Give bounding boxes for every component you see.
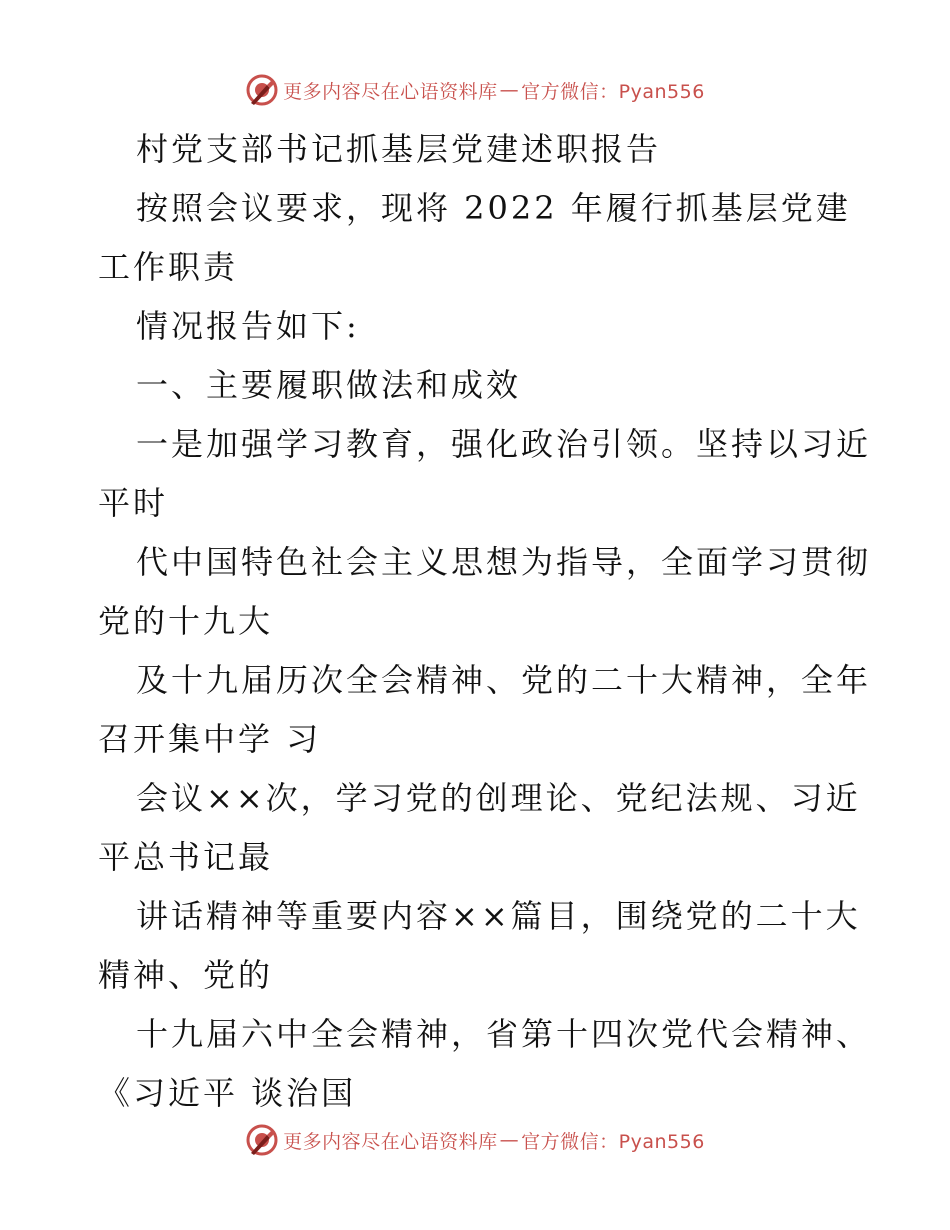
paragraph-line: 平总书记最 [98, 838, 274, 876]
paragraph-line: 十九届六中全会精神，省第十四次党代会精神、 [136, 1015, 872, 1053]
banner-wechat: 官方微信：Pyan556 [521, 1130, 705, 1153]
paragraph-line: 一是加强学习教育，强化政治引领。坚持以习近 [136, 425, 872, 463]
banner-separator: — [499, 1129, 520, 1151]
paragraph-line: 党的十九大 [98, 602, 274, 640]
paragraph-line: 及十九届历次全会精神、党的二十大精神，全年 [136, 661, 872, 699]
pen-logo-icon [245, 73, 279, 107]
paragraph-line: 《习近平 谈治国 [98, 1074, 357, 1112]
banner-text: 更多内容尽在心语资料库 [283, 80, 498, 103]
header-watermark-banner [0, 72, 950, 108]
paragraph-line: 会议××次，学习党的创理论、党纪法规、习近 [136, 779, 861, 817]
pen-logo-icon [245, 1123, 279, 1157]
paragraph-line: 工作职责 [98, 248, 239, 286]
footer-watermark-banner [0, 1122, 950, 1158]
paragraph-line: 代中国特色社会主义思想为指导，全面学习贯彻 [136, 543, 872, 581]
paragraph-line: 情况报告如下: [136, 307, 360, 345]
paragraph-line: 平时 [98, 484, 169, 522]
paragraph-line: 精神、党的 [98, 956, 274, 994]
banner-text: 更多内容尽在心语资料库 [283, 1130, 498, 1153]
document-title: 村党支部书记抓基层党建述职报告 [136, 130, 662, 168]
paragraph-line: 召开集中学 习 [98, 720, 322, 758]
paragraph-line: 按照会议要求，现将 2022 年履行抓基层党建 [136, 189, 851, 227]
banner-separator: — [499, 79, 520, 101]
banner-wechat: 官方微信：Pyan556 [521, 80, 705, 103]
section-heading: 一、主要履职做法和成效 [136, 366, 522, 404]
paragraph-line: 讲话精神等重要内容××篇目，围绕党的二十大 [136, 897, 861, 935]
document-body [98, 120, 872, 1123]
